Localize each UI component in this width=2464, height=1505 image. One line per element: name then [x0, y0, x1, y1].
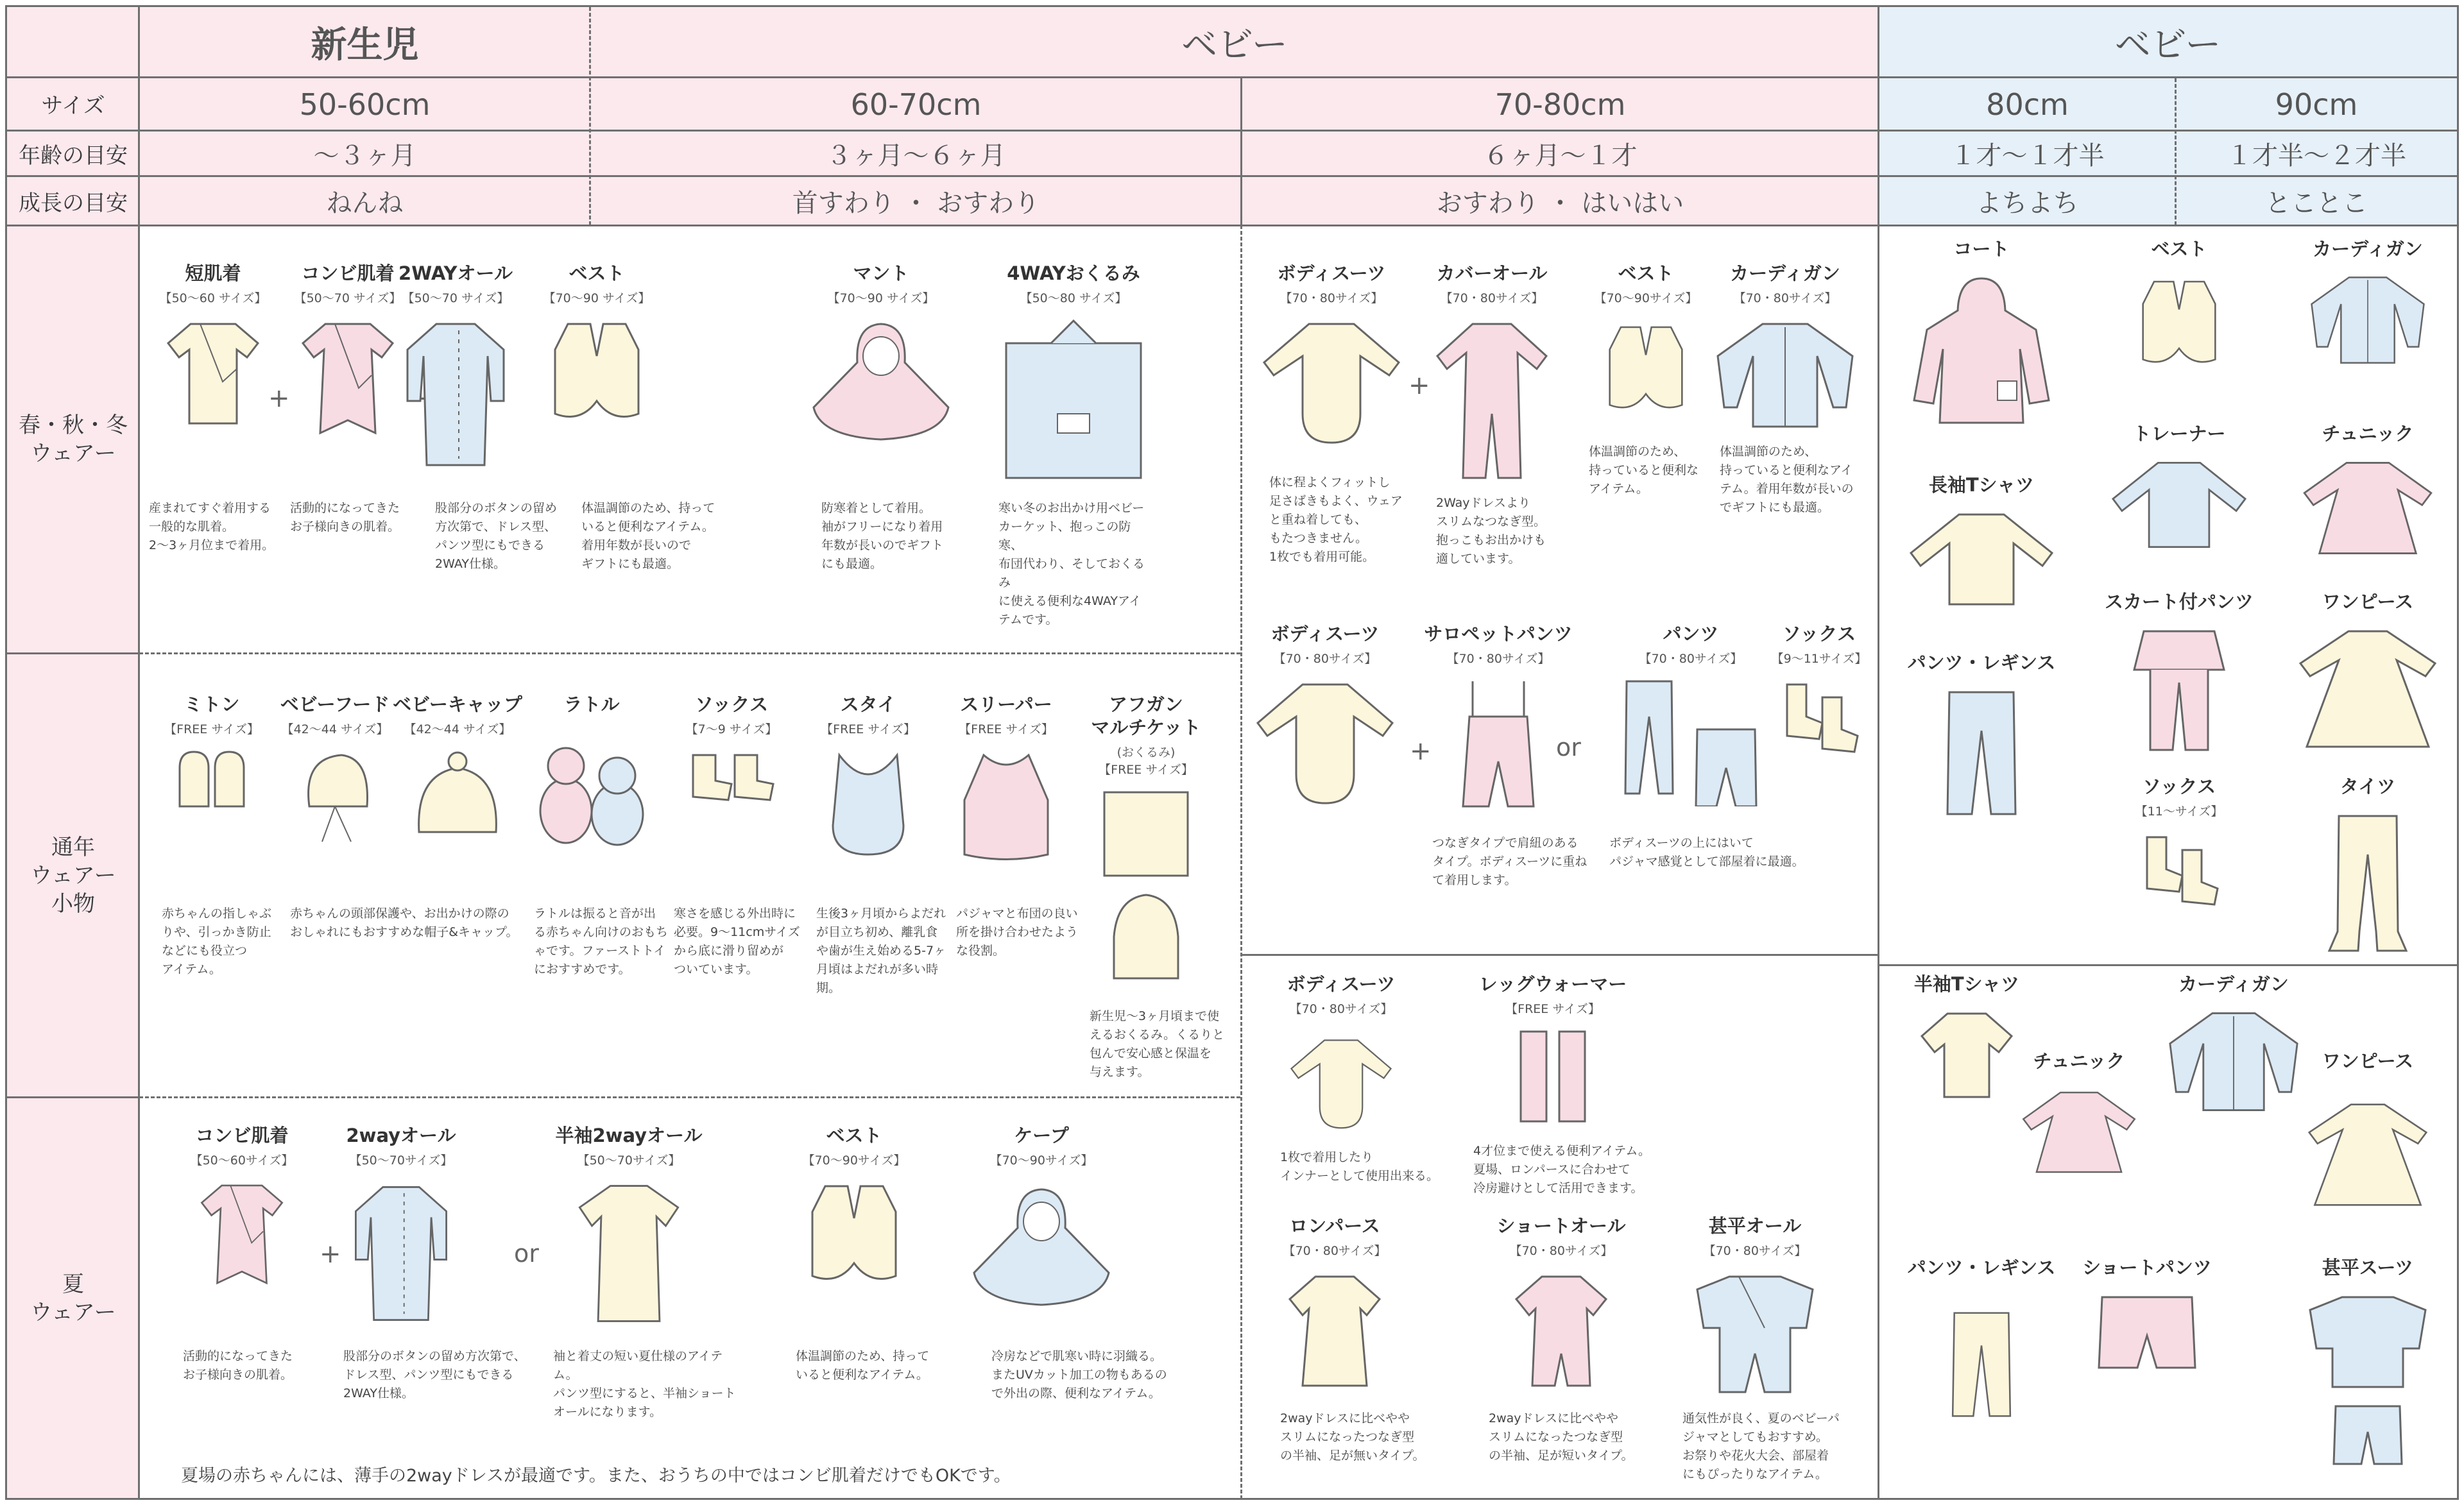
size-col-4: 80cm [1986, 87, 2069, 122]
onepiece-icon [2304, 1084, 2432, 1225]
item-size: 【50～70 サイズ】 [402, 291, 509, 305]
item-size: 【11～サイズ】 [2135, 804, 2223, 819]
item-desc: ボディスーツの上にはいて パジャマ感覚として部屋着に最適。 [1609, 836, 1804, 869]
vest-icon [549, 318, 645, 427]
2way-all-icon [350, 1180, 452, 1327]
item-name: パンツ・レギンス [1907, 652, 2056, 674]
item-name: パンツ・レギンス [1907, 1257, 2056, 1279]
item-size: 【70・80サイズ】 [1446, 652, 1550, 666]
item-name: コート [1953, 238, 2010, 260]
item-name: ケープ [1014, 1125, 1069, 1146]
item-coverall [1408, 262, 1575, 484]
item-size: 【70・80サイズ】 [1289, 1002, 1393, 1016]
item-name: ボディスーツ [1277, 262, 1386, 284]
size-col-1: 50-60cm [299, 87, 431, 122]
item-name: ソックス [2142, 776, 2216, 797]
item-long-tshirt [1898, 473, 2065, 611]
item-size: 【42～44 サイズ】 [404, 722, 511, 736]
pants-icon [1946, 1291, 2017, 1438]
item-desc: 体温調節のため、 持っていると便利なアイ テム。着用年数が長いの でギフトにも最適。 [1720, 445, 1854, 514]
coat-icon [1908, 272, 2055, 426]
item-name: ラトル [563, 693, 620, 715]
short-all-icon [1513, 1270, 1609, 1392]
item-size: 【70～90サイズ】 [989, 1153, 1093, 1168]
item-size: 【70・80サイズ】 [1733, 291, 1837, 305]
item-desc: 寒い冬のお出かけ用ベビー カーケット、抱っこの防寒、 布団代わり、そしておくるみ に使える便利な4WAYアイ テムです。 [998, 501, 1145, 627]
item-size: 【42～44 サイズ】 [281, 722, 389, 736]
item-name: ショートパンツ [2082, 1257, 2212, 1279]
item-short-pants [2064, 1256, 2230, 1374]
baby-hood-icon [296, 749, 373, 845]
item-name: 甚平オール [1708, 1215, 1802, 1237]
item-desc: 股部分のボタンの留め方次第で、 ドレス型、パンツ型にもできる 2WAY仕様。 [343, 1349, 526, 1400]
item-short-all [1478, 1214, 1645, 1392]
combi-undershirt-icon [194, 1180, 290, 1289]
grid-line [7, 225, 2457, 226]
item-name: カーディガン [1730, 262, 1840, 284]
item-vest [513, 262, 680, 427]
row-label-age: 年齢の目安 [19, 142, 128, 169]
row-label-size: サイズ [41, 92, 105, 119]
age-col-2: ３ヶ月～６ヶ月 [826, 140, 1006, 171]
item-name: 短肌着 [185, 262, 241, 284]
plus-sign: + [1408, 371, 1430, 400]
4way-swaddle-icon [1000, 318, 1147, 484]
item-size: (おくるみ) 【FREE サイズ】 [1099, 745, 1194, 777]
item-name: ボディスーツ [1270, 623, 1380, 645]
item-size: 【70・80サイズ】 [1440, 291, 1544, 305]
item-size: 【70・80サイズ】 [1283, 1244, 1387, 1258]
item-4way-swaddle [990, 262, 1157, 484]
bodysuit-icon [1258, 318, 1405, 446]
item-size: 【50～80 サイズ】 [1020, 291, 1127, 305]
item-salopette [1415, 622, 1582, 813]
item-desc: 寒さを感じる外出時に 必要。9～11cmサイズ から底に滑り留めが ついています。 [674, 906, 800, 976]
item-size: 【70～90 サイズ】 [543, 291, 651, 305]
item-size: 【FREE サイズ】 [1505, 1002, 1600, 1016]
vest-icon [806, 1180, 902, 1289]
item-bodysuit-2 [1242, 622, 1408, 806]
jinbei-icon [1694, 1270, 1816, 1399]
item-pants-leggings [1898, 651, 2065, 821]
item-size: 【70～90サイズ】 [802, 1153, 906, 1168]
socks-icon [2137, 831, 2221, 908]
short-undershirt-icon [165, 318, 261, 427]
item-socks-11 [2096, 775, 2263, 908]
age-col-1: ～３ヶ月 [313, 140, 416, 171]
item-coat [1898, 237, 2065, 426]
item-trainer [2096, 422, 2263, 553]
item-name: 半袖2wayオール [555, 1125, 703, 1146]
item-vest-3 [2096, 237, 2263, 375]
item-name: ベビーフード [280, 693, 390, 715]
grid-line [1240, 225, 1242, 1499]
item-name: スカート付パンツ [2104, 591, 2254, 613]
item-name: トレーナー [2132, 423, 2226, 445]
item-desc: 1枚で着用したり インナーとして使用出来る。 [1280, 1150, 1439, 1183]
item-size: 【70・80サイズ】 [1273, 652, 1377, 666]
summer-note: 夏場の赤ちゃんには、薄手の2wayドレスが最適です。また、おうちの中ではコンビ肌着だけでもOKです。 [181, 1466, 1011, 1486]
grid-line [7, 76, 2457, 78]
growth-col-1: ねんね [326, 189, 404, 218]
item-desc: つなぎタイプで肩紐のある タイプ。ボディスーツに重ね て着用します。 [1432, 836, 1587, 887]
grid-line [1242, 954, 1879, 956]
item-onepiece [2284, 590, 2451, 753]
item-cardigan [1702, 262, 1869, 433]
item-size: 【50～70サイズ】 [577, 1153, 681, 1168]
item-name: ロンパース [1289, 1215, 1380, 1237]
item-desc: 体に程よくフィットし 足さばきもよく、ウェア と重ね着しても、 もたつきません。 1枚でも着用可能。 [1269, 475, 1403, 564]
item-name: マント [853, 262, 909, 284]
item-desc: 赤ちゃんの頭部保護や、お出かけの際の おしゃれにもおすすめな帽子&キャップ。 [290, 906, 518, 939]
item-name: ソックス [1782, 623, 1856, 645]
or-sign: or [1556, 733, 1581, 761]
socks-icon [687, 749, 776, 806]
item-desc: 袖と着丈の短い夏仕様のアイテム。 パンツ型にすると、半袖ショート オールになります。 [553, 1349, 736, 1419]
half-2way-icon [571, 1180, 687, 1327]
season-label-year: 通年 ウェアー 小物 [30, 835, 116, 917]
item-name: 半袖Tシャツ [1913, 973, 2020, 995]
item-desc: 冷房などで肌寒い時に羽織る。 またUVカット加工の物もあるの で外出の際、便利なアイテム。 [991, 1349, 1167, 1400]
item-size: 【FREE サイズ】 [821, 722, 916, 736]
item-desc: 2wayドレスに比べやや スリムになったつなぎ型 の半袖、足が短いタイプ。 [1489, 1411, 1634, 1463]
growth-col-5: とことこ [2265, 189, 2368, 218]
item-name: 2WAYオール [398, 262, 513, 284]
jinbei-icon [2307, 1291, 2429, 1470]
item-size: 【50～60 サイズ】 [159, 291, 267, 305]
item-name: ボディスーツ [1287, 973, 1396, 995]
item-name: ミトン [184, 693, 240, 715]
item-combi-summer [158, 1124, 325, 1289]
item-tunic [2284, 422, 2451, 559]
item-desc: 新生児～3ヶ月頃まで使 えるおくるみ。くるりと 包んで安心感と保温を 与えます。 [1090, 1009, 1225, 1079]
plus-sign: + [1410, 736, 1432, 766]
item-name: 甚平スーツ [2322, 1257, 2414, 1279]
item-size: 【70・80サイズ】 [1639, 652, 1743, 666]
item-desc: 体温調節のため、持って いると便利なアイテム。 着用年数が長いので ギフトにも最適。 [581, 501, 715, 571]
onepiece-icon [2294, 625, 2442, 753]
item-name: コンビ肌着 [195, 1125, 289, 1146]
season-label-spring: 春・秋・冬 ウェアー [19, 412, 128, 466]
item-name: サロペットパンツ [1424, 623, 1573, 645]
long-tshirt-icon [1904, 508, 2058, 611]
item-name: パンツ [1663, 623, 1719, 645]
afghan-icon [1098, 789, 1194, 982]
rompers-icon [1287, 1270, 1383, 1392]
baby-cap-icon [413, 749, 502, 838]
item-name: スリーパー [960, 693, 1052, 715]
tunic-icon [2294, 457, 2442, 559]
item-mantle [798, 262, 964, 446]
item-name: 2wayオール [346, 1125, 456, 1146]
item-bodysuit [1248, 262, 1415, 446]
item-desc: 産まれてすぐ着用する 一般的な肌着。 2～3ヶ月位まで着用。 [149, 501, 275, 552]
mantle-icon [807, 318, 955, 446]
item-rompers [1251, 1214, 1418, 1392]
item-size: 【70～90サイズ】 [1594, 291, 1698, 305]
item-size: 【70～90 サイズ】 [827, 291, 935, 305]
age-col-4: １才～１才半 [1950, 140, 2105, 171]
item-size: 【FREE サイズ】 [164, 722, 259, 736]
age-col-5: １才半～２才半 [2227, 140, 2406, 171]
item-tunic-summer [1996, 1050, 2162, 1180]
stage-baby-2: ベビー [2114, 24, 2221, 66]
growth-col-2: 首すわり ・ おすわり [792, 189, 1040, 218]
item-name: チュニック [2322, 423, 2414, 445]
cape-icon [968, 1180, 1115, 1314]
grid-line [1879, 964, 2457, 966]
item-jinbei-all [1672, 1214, 1838, 1399]
bib-icon [826, 749, 910, 858]
item-desc: 通気性が良く、夏のベビーパ ジャマとしてもおすすめ。 お祭りや花火大会、部屋着 にもぴったりなアイテム。 [1682, 1411, 1840, 1481]
item-socks-9 [1736, 622, 1903, 755]
grid-line [139, 1096, 1240, 1098]
item-desc: 生後3ヶ月頃からよだれ が目立ち初め、離乳食 や歯が生え始める5-7ヶ 月頃はよだれが多い時 期。 [816, 906, 946, 995]
plus-sign: + [268, 384, 290, 413]
grid-line [589, 7, 591, 225]
item-size: 【70・80サイズ】 [1509, 1244, 1613, 1258]
item-jinbei-suit [2284, 1256, 2451, 1470]
item-name: カーディガン [2178, 973, 2289, 995]
item-name: 4WAYおくるみ [1007, 262, 1140, 284]
item-desc: 2wayドレスに比べやや スリムになったつなぎ型 の半袖、足が無いタイプ。 [1280, 1411, 1425, 1463]
item-name: タイツ [2340, 776, 2396, 797]
bodysuit-icon [1287, 1028, 1396, 1137]
item-name: スタイ [840, 693, 896, 715]
item-name: コンビ肌着 [301, 262, 395, 284]
item-name: ベスト [826, 1125, 882, 1146]
item-tights [2284, 775, 2451, 957]
item-vest-summer [771, 1124, 937, 1289]
item-name: ベビーキャップ [393, 693, 522, 715]
item-name: アフガン マルチケット [1091, 693, 1201, 738]
cardigan-icon [1711, 318, 1859, 433]
stage-baby-1: ベビー [1181, 24, 1288, 66]
grid-line [2175, 78, 2177, 225]
item-desc: 股部分のボタンの留め 方次第で、ドレス型、 パンツ型にもできる 2WAY仕様。 [435, 501, 558, 571]
leg-warmer-icon [1514, 1028, 1591, 1125]
item-desc: 防寒着として着用。 袖がフリーになり着用 年数が長いのでギフト にも最適。 [821, 501, 944, 571]
item-desc: 赤ちゃんの指しゃぶ りや、引っかき防止 などにも役立つ アイテム。 [162, 906, 272, 976]
socks-icon [1777, 678, 1861, 755]
rattle-icon [531, 727, 653, 849]
item-desc: 体温調節のため、 持っていると便利な アイテム。 [1589, 445, 1699, 496]
grid-line [7, 130, 2457, 132]
size-col-3: 70-80cm [1494, 87, 1626, 122]
vest-icon [1604, 318, 1688, 420]
item-name: ベスト [2151, 238, 2207, 260]
size-col-2: 60-70cm [850, 87, 982, 122]
grid-line [1240, 78, 1242, 225]
item-desc: 活動的になってきた お子様向きの肌着。 [183, 1349, 293, 1382]
item-name: 長袖Tシャツ [1928, 474, 2035, 496]
item-size: 【FREE サイズ】 [959, 722, 1054, 736]
item-desc: 活動的になってきた お子様向きの肌着。 [290, 501, 400, 534]
item-name: カバーオール [1436, 262, 1548, 284]
salopette-icon [1457, 678, 1540, 813]
item-onepiece-summer [2284, 1050, 2451, 1225]
growth-col-4: よちよち [1976, 189, 2079, 218]
bodysuit-icon [1251, 678, 1399, 806]
item-size: 【9～11サイズ】 [1771, 652, 1867, 666]
item-desc: 体温調節のため、持って いると便利なアイテム。 [796, 1349, 930, 1382]
item-size: 【70・80サイズ】 [1279, 291, 1383, 305]
item-cape [958, 1124, 1125, 1314]
mitten-icon [173, 749, 250, 813]
item-2way-summer [318, 1124, 484, 1327]
item-bodysuit-summer [1258, 973, 1425, 1137]
item-size: 【50～70 サイズ】 [294, 291, 402, 305]
item-size: 【50～60サイズ】 [190, 1153, 294, 1168]
growth-col-3: おすわり ・ はいはい [1436, 189, 1684, 218]
sleeper-icon [958, 749, 1054, 864]
item-name: カーディガン [2313, 238, 2423, 260]
trainer-icon [2105, 457, 2253, 553]
item-name: チュニック [2033, 1050, 2125, 1072]
row-label-growth: 成長の目安 [19, 191, 128, 216]
or-sign: or [514, 1239, 539, 1268]
coverall-icon [1434, 318, 1550, 484]
stage-newborn: 新生児 [311, 24, 419, 66]
2way-all-icon [401, 318, 510, 472]
item-skirt-pants [2096, 590, 2263, 753]
item-pants-summer [1898, 1256, 2065, 1438]
age-col-3: ６ヶ月～１才 [1483, 140, 1638, 171]
item-leg-warmer [1469, 973, 1636, 1125]
item-size: 【7～9 サイズ】 [685, 722, 778, 736]
skirt-pants-icon [2131, 625, 2227, 753]
item-name: レッグウォーマー [1478, 973, 1627, 995]
item-desc: ラトルは振ると音が出 る赤ちゃん向けのおもち ゃです。ファーストトイ におすすめです。 [534, 906, 669, 976]
item-name: ベスト [569, 262, 625, 284]
item-desc: 4才位まで使える便利アイテム。 夏場、ロンパースに合わせて 冷房避けとして活用できます。 [1473, 1144, 1650, 1195]
cardigan-icon [2294, 272, 2442, 368]
item-name: ワンピース [2322, 591, 2414, 613]
season-label-summer: 夏 ウェアー [30, 1271, 116, 1325]
size-col-5: 90cm [2275, 87, 2358, 122]
item-desc: パジャマと布団の良い 所を掛け合わせたよう な役割。 [956, 906, 1079, 958]
item-desc: 2Wayドレスより スリムなつなぎ型。 抱っこもお出かけも 適しています。 [1436, 496, 1546, 566]
item-name: ソックス [694, 693, 769, 715]
item-half-2way [545, 1124, 712, 1327]
tunic-icon [2018, 1084, 2140, 1180]
short-pants-icon [2096, 1291, 2198, 1374]
item-name: ショートオール [1496, 1215, 1626, 1237]
grid-line [7, 652, 139, 654]
grid-line [139, 652, 1240, 654]
item-name: ワンピース [2322, 1050, 2414, 1072]
vest-icon [2137, 272, 2221, 375]
item-size: 【50～70サイズ】 [349, 1153, 453, 1168]
item-name: ベスト [1618, 262, 1674, 284]
grid-line [7, 175, 2457, 177]
item-afghan [1063, 693, 1229, 982]
plus-sign: + [320, 1239, 341, 1269]
tights-icon [2326, 810, 2409, 957]
item-cardigan-2 [2284, 237, 2451, 368]
grid-line [7, 1096, 139, 1098]
item-size: 【70・80サイズ】 [1703, 1244, 1807, 1258]
pants-icon [1940, 686, 2023, 821]
